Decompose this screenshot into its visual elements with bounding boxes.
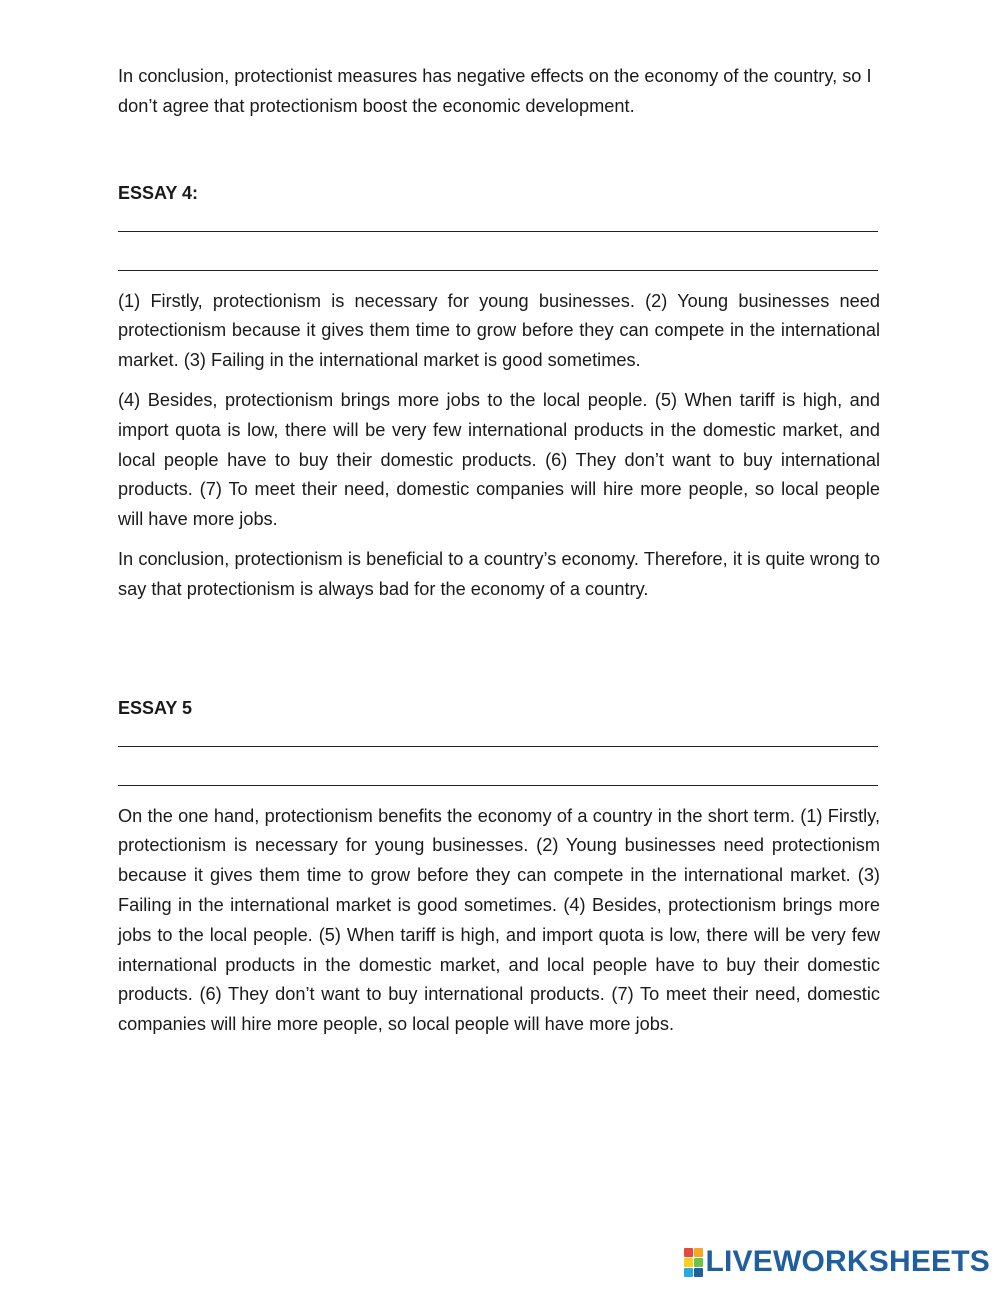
- logo-block-3: [684, 1258, 693, 1267]
- logo-block-2: [694, 1248, 703, 1257]
- liveworksheets-logo-icon: [684, 1248, 703, 1277]
- intro-conclusion-paragraph: In conclusion, protectionist measures has negative effects on the economy of the country, so I don’t agree that protectionism boost the economic development.: [118, 66, 872, 116]
- essay-4-heading: ESSAY 4:: [118, 182, 199, 203]
- essay-4-paragraph-1: (1) Firstly, protectionism is necessary for young businesses. (2) Young businesses need protectionism because it gives them time to grow before they can compete in the international market. (3) Failing in the international market is good sometimes.: [118, 290, 880, 371]
- logo-block-4: [694, 1258, 703, 1267]
- liveworksheets-logo: [684, 1247, 991, 1277]
- logo-block-1: [684, 1248, 693, 1257]
- essay-4-paragraph-2: (4) Besides, protectionism brings more jobs to the local people. (5) When tariff is high, and import quota is low, there will be very few international products in the domestic market, and local people have to buy their domestic products. (6) They don’t want to buy international products. (7) To meet their need, domestic companies will hire more people, so local people will have more jobs.: [118, 389, 880, 530]
- liveworksheets-logo-text: LIVEWORKSHEETS: [705, 1245, 990, 1278]
- logo-block-5: [684, 1268, 693, 1277]
- logo-block-6: [694, 1268, 703, 1277]
- essay-5-paragraph-1: On the one hand, protectionism benefits the economy of a country in the short term. (1) Firstly, protectionism is necessary for young businesses. (2) Young businesses need protectionism because it gives them time to grow before they can compete in the international market. (3) Failing in the international market is good sometimes. (4) Besides, protectionism brings more jobs to the local people. (5) When tariff is high, and import quota is low, there will be very few international products in the domestic market, and local people have to buy their domestic products. (6) They don’t want to buy international products. (7) To meet their need, domestic companies will hire more people, so local people will have more jobs.: [118, 805, 880, 1035]
- worksheet-page: [118, 62, 880, 1040]
- essay-4-conclusion: In conclusion, protectionism is beneficial to a country’s economy. Therefore, it is quite wrong to say that protectionism is always bad for the economy of a country.: [118, 548, 880, 599]
- essay-5-heading: ESSAY 5: [118, 697, 193, 718]
